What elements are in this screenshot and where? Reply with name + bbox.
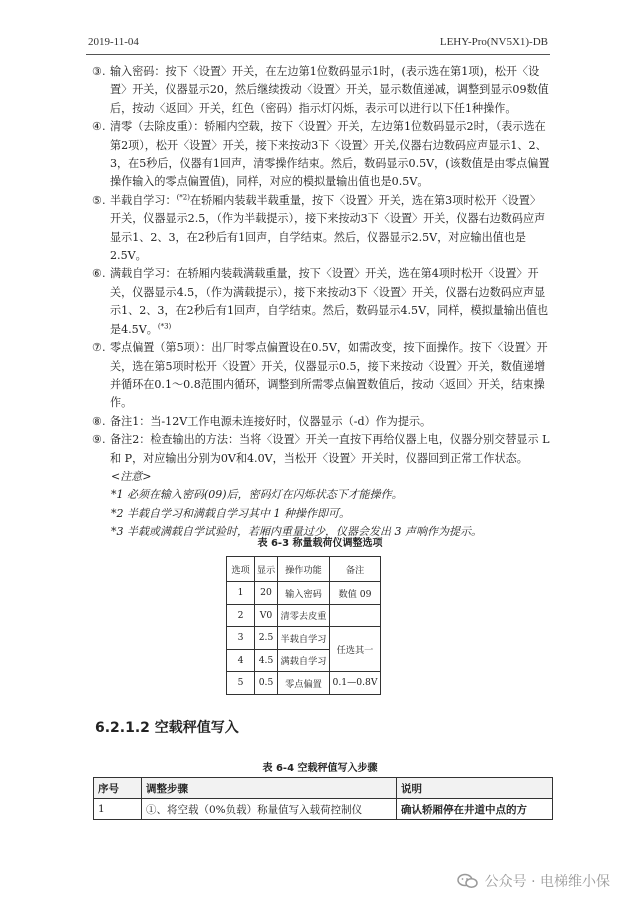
note-line: *3 半载或满载自学试验时，若厢内重量过少，仪器会发出 3 声响作为提示。 (111, 525, 482, 539)
table-cell: 3 (227, 627, 255, 650)
table4-caption: 表 6-4 空载秤值写入步骤 (262, 763, 378, 774)
item-number: ③. (92, 65, 106, 78)
note-line: *1 必须在输入密码(09)后，密码灯在闪烁状态下才能操作。 (111, 488, 403, 502)
table-cell: 任选其一 (330, 627, 381, 672)
table-cell: 1 (227, 582, 255, 605)
footnote-ref: (*2) (176, 193, 190, 202)
table-header-cell: 序号 (94, 778, 142, 799)
table-cell: 半载自学习 (278, 627, 330, 650)
item-number: ⑧. (92, 414, 106, 428)
table-header-cell: 选项 (227, 557, 255, 582)
header-date: 2019-11-04 (88, 36, 139, 48)
item-text: 清零（去除皮重）：轿厢内空载，按下〈设置〉开关，左边第1位数码显示2时，（表示选在第2项），松开〈设置〉开关，接下来按动3下〈设置〉开关,仪器右边数码应声显示1、2、3，在5秒后，仪器有1回声，清零操作结束。然后，数码显示0.5V，(该数值是由零点偏置操作输入的零点偏置值)，同样，对应的模拟量输出值也是0.5V。 (110, 120, 550, 189)
footnote-ref: (*3) (157, 322, 172, 330)
item-text: 零点偏置（第5项）：出厂时零点偏置设在0.5V，如需改变，按下面操作。按下〈设置〉开关，选在第5项时松开〈设置〉开关，仪器显示0.5，接下来按动〈设置〉开关，数值递增并循环在0.1～0.8范围内循环，调整到所需零点偏置数值后，按动〈返回〉开关，结束操作。 (110, 341, 548, 410)
table-header-cell: 操作功能 (278, 557, 330, 582)
item-number: ⑨. (92, 433, 106, 447)
table-cell: 输入密码 (278, 582, 330, 605)
table-header-cell: 调整步骤 (142, 778, 397, 799)
wechat-icon (457, 873, 479, 889)
table-cell: 4.5 (255, 649, 278, 672)
adjustment-options-table (226, 556, 381, 695)
item-text: 在轿厢内装载半载重量，按下〈设置〉开关，选在第3项时松开〈设置〉开关，仪器显示2.5，（作为半载提示），接下来按动3下〈设置〉开关，仪器右边数码应声显示1、2、3，在2秒后有1回声，自学结束。然后，仪器显示2.5V，对应输出值也是2.5V。 (110, 193, 546, 263)
table-cell: 满载自学习 (278, 649, 330, 672)
list-item (92, 413, 550, 431)
watermark-text: 公众号 · 电梯维小保 (484, 874, 610, 890)
watermark (457, 871, 610, 891)
item-prefix: 半载自学习： (110, 193, 177, 207)
notes-title: <注意> (111, 469, 152, 483)
table-cell: 清零去皮重 (278, 604, 330, 627)
item-number: ⑦. (92, 341, 106, 355)
table-cell: 2 (227, 604, 255, 627)
item-number: ⑤. (92, 193, 106, 207)
table-header-cell: 显示 (255, 557, 278, 582)
note-line: *2 半载自学习和满载自学习其中 1 种操作即可。 (111, 506, 350, 520)
header-divider (86, 54, 550, 55)
item-text: 满载自学习：在轿厢内装载满载重量，按下〈设置〉开关，选在第4项时松开〈设置〉开关，仪器显示4.5，（作为满载提示），接下来按动3下〈设置〉开关，仪器右边数码应声显示1、2、3，在2秒后有1回声，自学结束。然后，数码显示4.5V，同样，模拟量输出值也是4.5V。 (110, 267, 549, 336)
table-row (227, 582, 381, 605)
table-cell: 1 (94, 799, 142, 820)
item-number: ⑥. (92, 267, 106, 281)
table-cell: 确认轿厢停在井道中点的方 (397, 799, 553, 820)
table-cell (330, 604, 381, 627)
list-item (92, 63, 550, 118)
item-number: ④. (92, 120, 106, 134)
table-cell: 20 (255, 582, 278, 605)
table-cell: 4 (227, 649, 255, 672)
item-text: 备注1：当-12V工作电源未连接好时，仪器显示（-d）作为提示。 (110, 414, 432, 428)
item-text: 备注2：检查输出的方法：当将〈设置〉开关一直按下再给仪器上电，仪器分别交替显示 L和 P，对应输出分别为0V和4.0V，当松开〈设置〉开关时，仪器回到正常工作状态。 (110, 433, 550, 465)
table-cell: 0.5 (255, 672, 278, 695)
section-title: 6.2.1.2 空载秤值写入 (95, 720, 239, 736)
table-row (227, 604, 381, 627)
list-item (92, 118, 550, 192)
table-row (94, 799, 553, 820)
item-text: 输入密码：按下〈设置〉开关，在左边第1位数码显示1时，(表示选在第1项)，松开〈设置〉开关，仪器显示20，然后继续拨动〈设置〉开关，显示数值递减，调整到显示09数值后，按动〈返回〉开关，红色（密码）指示灯闪烁，表示可以进行以下任1种操作。 (110, 65, 549, 115)
table-row (227, 672, 381, 695)
table-cell: 数值 09 (330, 582, 381, 605)
list-item (92, 339, 550, 413)
table-cell: 5 (227, 672, 255, 695)
table-header-cell: 说明 (397, 778, 553, 799)
table-row (227, 627, 381, 650)
list-item (92, 431, 550, 468)
table-cell: 零点偏置 (278, 672, 330, 695)
list-item (92, 265, 550, 339)
table-cell: V0 (255, 604, 278, 627)
table-cell: 2.5 (255, 627, 278, 650)
notes-block (111, 468, 550, 542)
steps-table (93, 777, 553, 820)
instruction-list (92, 63, 550, 542)
header-doc-id: LEHY-Pro(NV5X1)-DB (439, 36, 548, 48)
list-item (92, 192, 550, 266)
table-header-row (94, 778, 553, 799)
table-cell: ①、将空载（0%负载）称量值写入载荷控制仪 (142, 799, 397, 820)
table-cell: 0.1—0.8V (330, 672, 381, 695)
table-header-cell: 备注 (330, 557, 381, 582)
table3-caption: 表 6-3 称量载荷仪调整选项 (257, 538, 383, 549)
table-header-row (227, 557, 381, 582)
